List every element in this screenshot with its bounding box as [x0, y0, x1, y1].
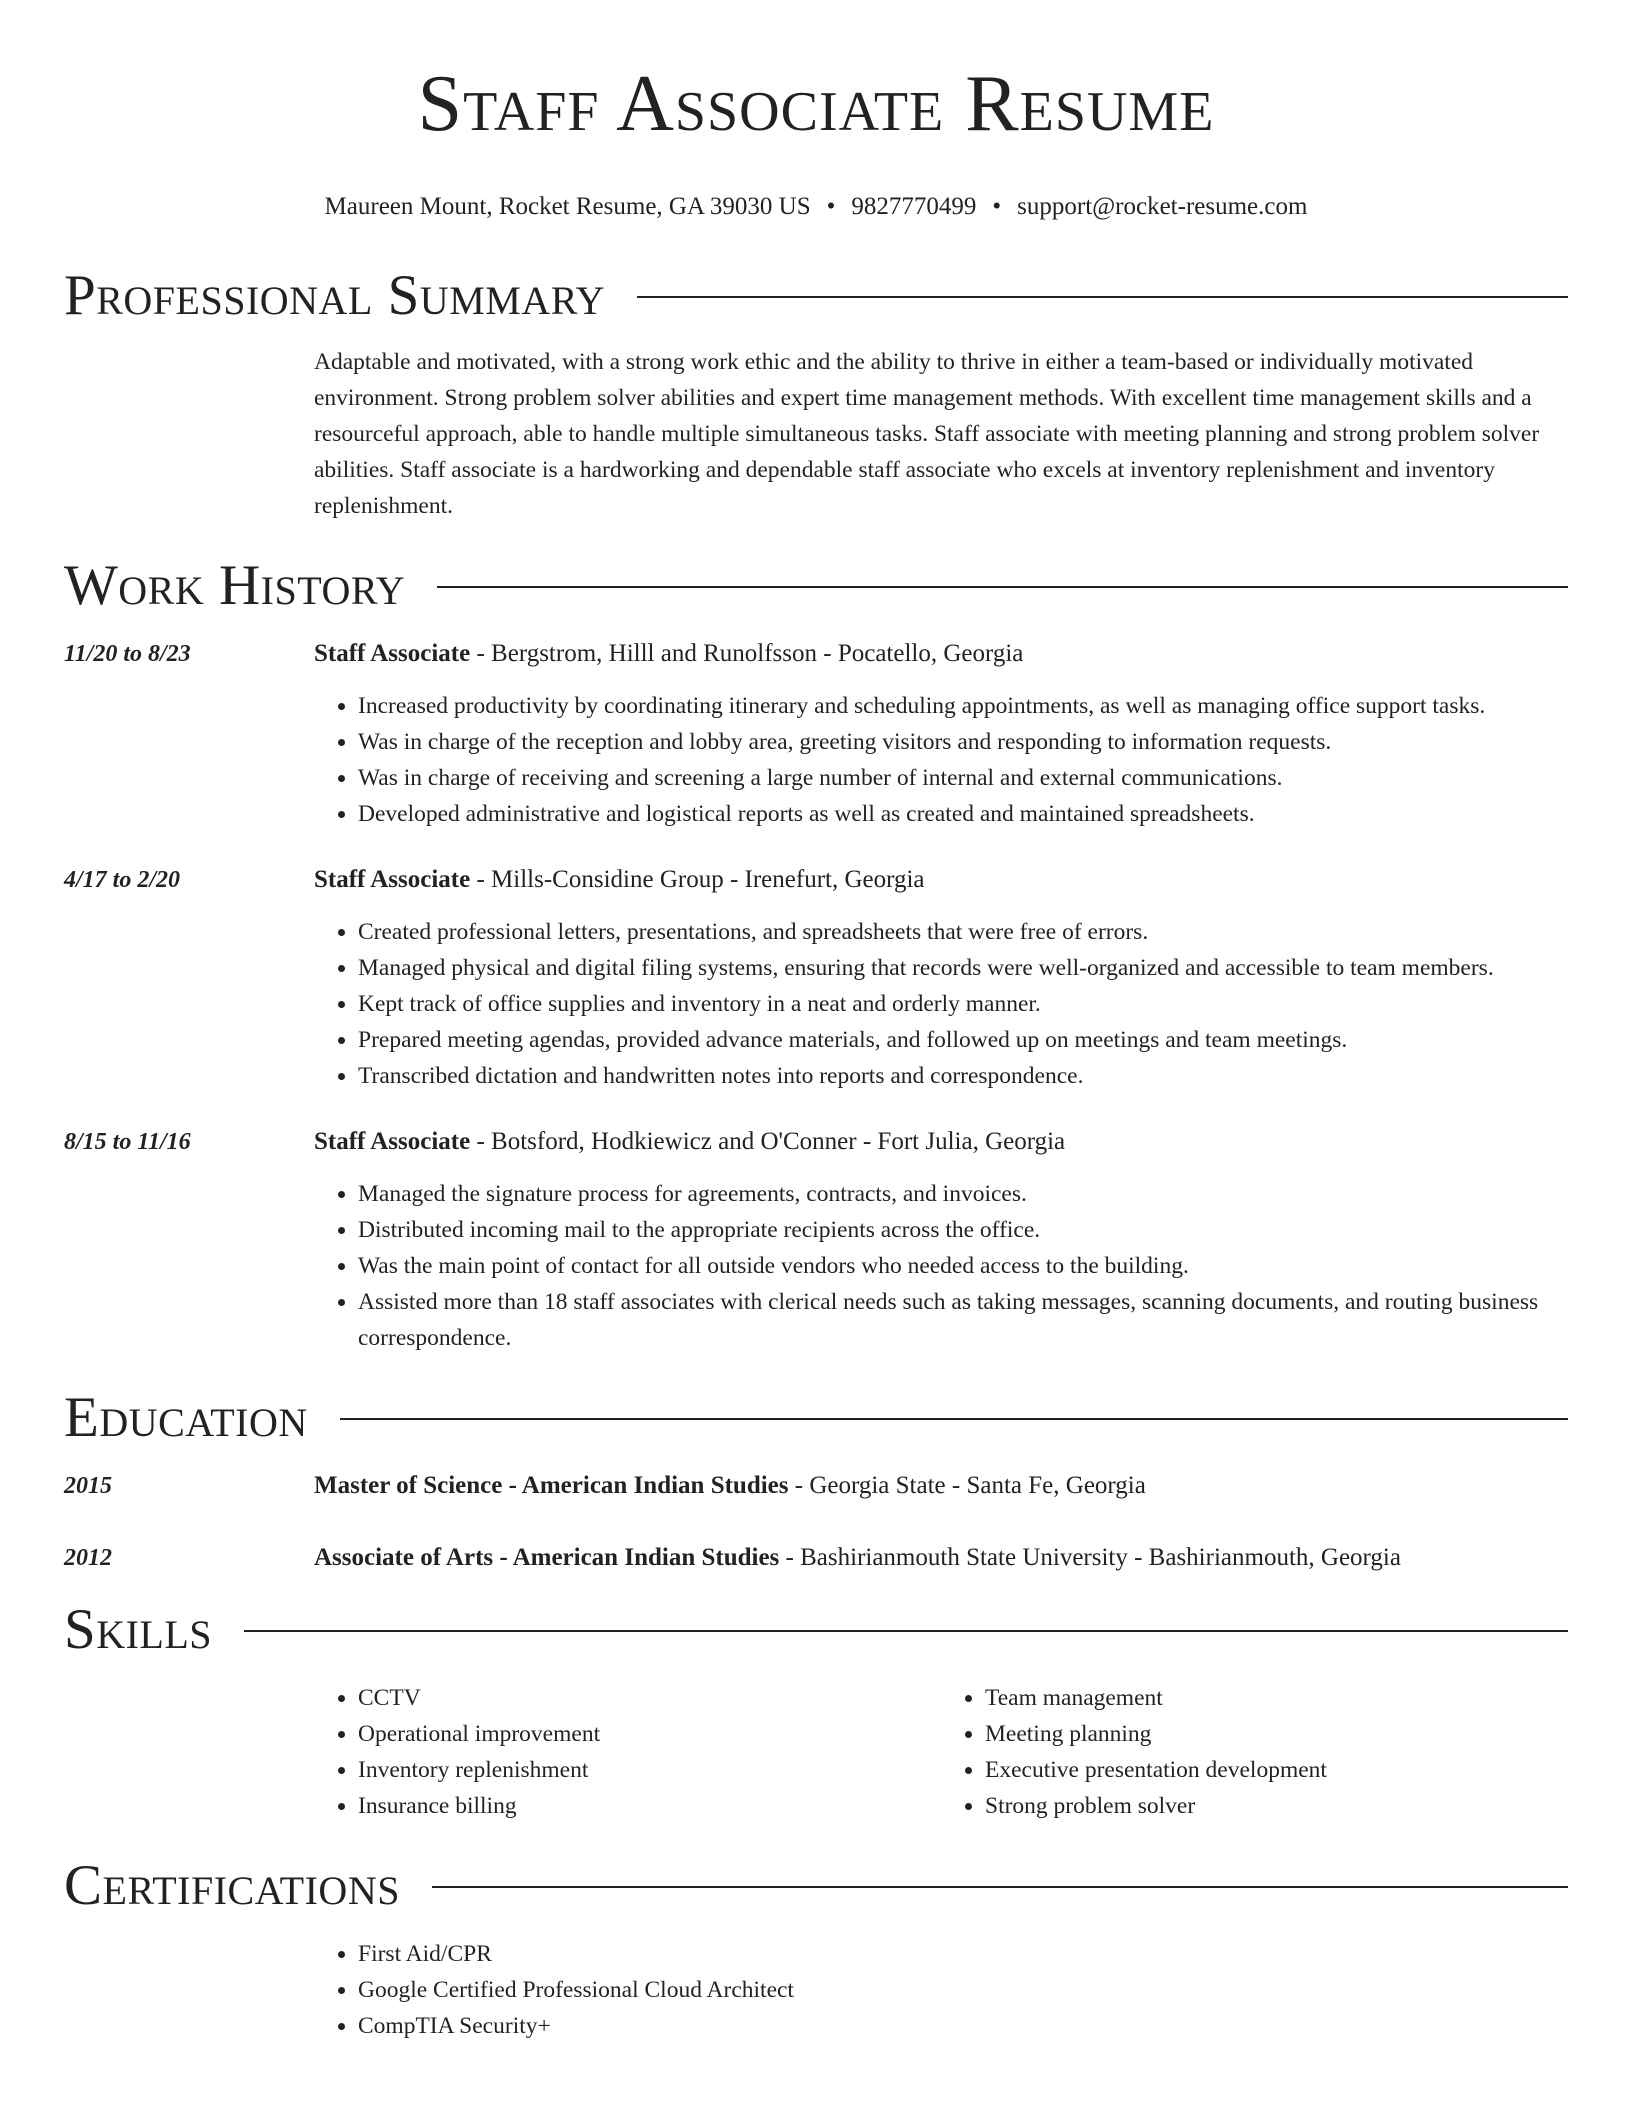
section-divider [432, 1886, 1568, 1888]
list-item: • Managed the signature process for agreements, contracts, and invoices. [358, 1176, 1568, 1212]
job-entry [64, 862, 1568, 1094]
job-title-line [314, 636, 1568, 672]
certifications-section-header [64, 1854, 1568, 1918]
education-degree: Associate of Arts - American Indian Studies [314, 1544, 780, 1571]
certifications-heading: Certifications [64, 1854, 400, 1917]
job-details: - Botsford, Hodkiewicz and O'Conner - Fort Julia, Georgia [470, 1128, 1066, 1155]
work-heading: Work History [64, 554, 406, 617]
job-dates: 8/15 to 11/16 [64, 1129, 191, 1155]
section-divider [637, 296, 1568, 298]
skills-list-right [941, 1680, 1568, 1824]
contact-line [64, 190, 1568, 224]
education-line [314, 1468, 1146, 1504]
list-item: • Was in charge of the reception and lobby area, greeting visitors and responding to information requests. [358, 724, 1568, 760]
contact-address: Maureen Mount, Rocket Resume, GA 39030 US [324, 193, 811, 220]
certifications-list [314, 1936, 1568, 2044]
page-title: Staff Associate Resume [417, 60, 1215, 148]
job-duties-list [314, 688, 1568, 832]
list-item: • CCTV [358, 1680, 941, 1716]
skills-columns [314, 1680, 1568, 1824]
summary-text: Adaptable and motivated, with a strong work ethic and the ability to thrive in either a team-based or individually motivated environment. Strong problem solver abilities and expert time management methods. With excellent time management skills and a resourceful approach, able to handle multiple simultaneous tasks. Staff associate with meeting planning and strong problem solver abilities. Staff associate is a hardworking and dependable staff associate who excels at inventory replenishment and inventory replenishment. [314, 349, 1540, 519]
list-item: • Was the main point of contact for all outside vendors who needed access to the building. [358, 1248, 1568, 1284]
list-item: • Distributed incoming mail to the appropriate recipients across the office. [358, 1212, 1568, 1248]
education-degree: Master of Science - American Indian Studies [314, 1472, 789, 1499]
education-line [314, 1540, 1401, 1576]
list-item: • Team management [985, 1680, 1568, 1716]
list-item: • Strong problem solver [985, 1788, 1568, 1824]
education-entry [64, 1468, 1568, 1504]
summary-section-header [64, 264, 1568, 328]
list-item: • Assisted more than 18 staff associates with clerical needs such as taking messages, scanning documents, and routing business correspondence. [358, 1284, 1568, 1356]
skills-section-header [64, 1598, 1568, 1662]
list-item: • First Aid/CPR [358, 1936, 1568, 1972]
education-year: 2015 [64, 1473, 112, 1499]
section-divider [244, 1630, 1568, 1632]
skills-heading: Skills [64, 1598, 213, 1661]
list-item: • Managed physical and digital filing systems, ensuring that records were well-organized and accessible to team members. [358, 950, 1568, 986]
job-details: - Bergstrom, Hilll and Runolfsson - Pocatello, Georgia [470, 640, 1024, 667]
job-role: Staff Associate [314, 640, 471, 667]
list-item: • Meeting planning [985, 1716, 1568, 1752]
list-item: • Transcribed dictation and handwritten notes into reports and correspondence. [358, 1058, 1568, 1094]
separator-dot: • [992, 193, 1002, 220]
list-item: • Kept track of office supplies and inventory in a neat and orderly manner. [358, 986, 1568, 1022]
work-section-header [64, 554, 1568, 618]
contact-phone: 9827770499 [851, 193, 977, 220]
job-title-line [314, 1124, 1568, 1160]
separator-dot: • [826, 193, 836, 220]
section-divider [437, 586, 1568, 588]
job-title-line [314, 862, 1568, 898]
list-item: • Executive presentation development [985, 1752, 1568, 1788]
list-item: • Inventory replenishment [358, 1752, 941, 1788]
job-role: Staff Associate [314, 866, 471, 893]
job-entry [64, 636, 1568, 832]
list-item: • Was in charge of receiving and screening a large number of internal and external communications. [358, 760, 1568, 796]
education-year: 2012 [64, 1545, 112, 1571]
skills-list-left [314, 1680, 941, 1824]
list-item: • Increased productivity by coordinating itinerary and scheduling appointments, as well as managing office support tasks. [358, 688, 1568, 724]
job-details: - Mills-Considine Group - Irenefurt, Georgia [470, 866, 925, 893]
list-item: • Prepared meeting agendas, provided advance materials, and followed up on meetings and team meetings. [358, 1022, 1568, 1058]
section-divider [340, 1418, 1568, 1420]
resume-page [64, 60, 1568, 2044]
education-section-header [64, 1386, 1568, 1450]
job-dates: 4/17 to 2/20 [64, 867, 181, 893]
list-item: • Created professional letters, presentations, and spreadsheets that were free of errors. [358, 914, 1568, 950]
list-item: • CompTIA Security+ [358, 2008, 1568, 2044]
list-item: • Google Certified Professional Cloud Architect [358, 1972, 1568, 2008]
job-entry [64, 1124, 1568, 1356]
summary-heading: Professional Summary [64, 264, 606, 327]
job-duties-list [314, 914, 1568, 1094]
job-duties-list [314, 1176, 1568, 1356]
list-item: • Insurance billing [358, 1788, 941, 1824]
job-dates: 11/20 to 8/23 [64, 641, 191, 667]
list-item: • Developed administrative and logistical reports as well as created and maintained spreadsheets. [358, 796, 1568, 832]
job-role: Staff Associate [314, 1128, 471, 1155]
contact-email: support@rocket-resume.com [1017, 193, 1308, 220]
education-entry [64, 1540, 1568, 1576]
education-details: - Georgia State - Santa Fe, Georgia [788, 1472, 1146, 1499]
education-details: - Bashirianmouth State University - Bashirianmouth, Georgia [779, 1544, 1401, 1571]
education-heading: Education [64, 1386, 308, 1449]
list-item: • Operational improvement [358, 1716, 941, 1752]
certifications-block [314, 1936, 1568, 2044]
